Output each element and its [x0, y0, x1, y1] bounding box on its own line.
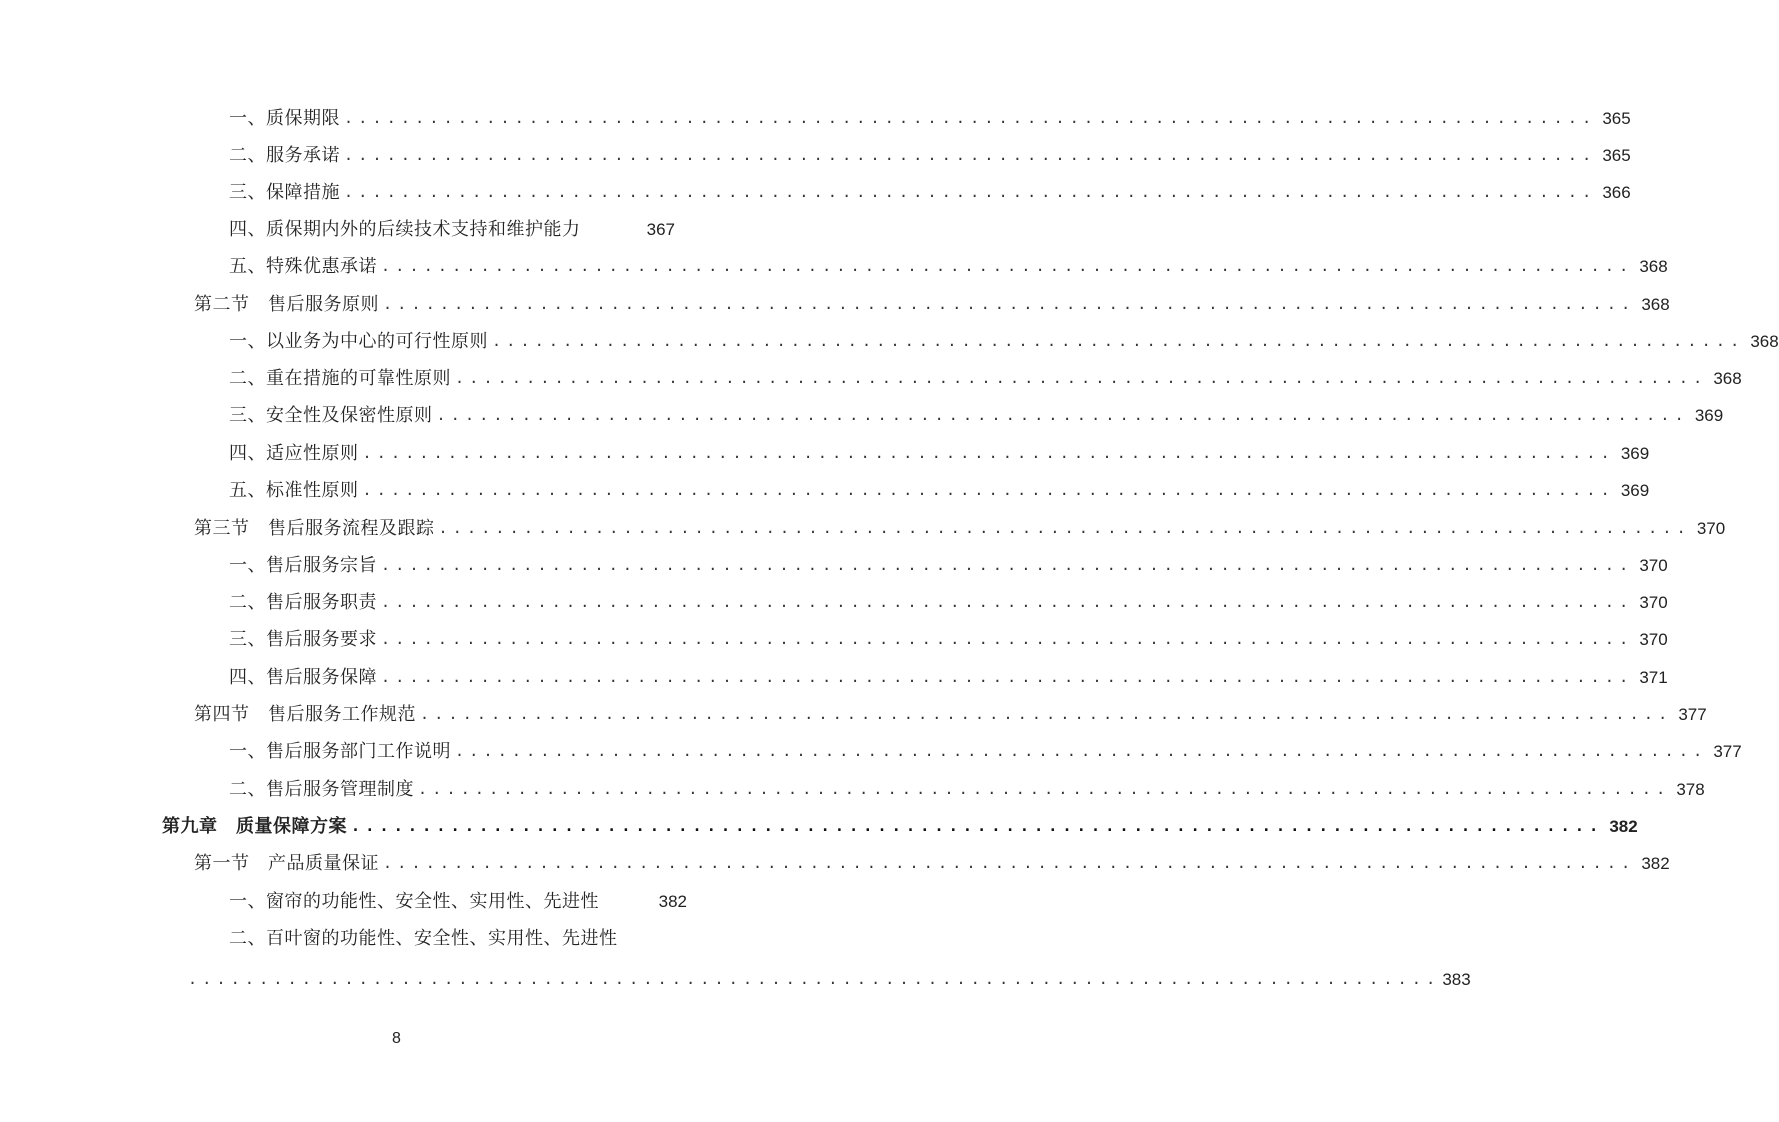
toc-entry-page: 368 — [1750, 332, 1779, 351]
toc-chapter-entry[interactable] — [162, 808, 1638, 845]
toc-entry[interactable] — [229, 584, 1668, 621]
toc-leader-dots: ........................................................................................ — [381, 593, 1634, 611]
toc-entry[interactable] — [194, 696, 1707, 733]
toc-entry-label: 三、保障措施 — [229, 182, 340, 203]
toc-entry-page: 366 — [1602, 183, 1631, 202]
toc-leader-dots: ........................................................................................ — [344, 183, 1597, 201]
toc-leader-dots: ........................................................................................ — [492, 332, 1745, 350]
toc-entry[interactable] — [229, 733, 1742, 770]
toc-leader-dots: ........................................................................................ — [455, 369, 1708, 387]
toc-entry-label: 第九章 质量保障方案 — [162, 816, 347, 837]
toc-entry[interactable] — [229, 360, 1742, 397]
toc-entry-page: 370 — [1696, 519, 1726, 538]
toc-entry-label: 二、售后服务管理制度 — [229, 779, 414, 800]
toc-entry-label: 三、安全性及保密性原则 — [229, 405, 433, 426]
toc-entry[interactable] — [229, 883, 687, 920]
toc-entry-page: 368 — [1639, 257, 1668, 276]
toc-entry-label: 一、质保期限 — [229, 108, 340, 129]
toc-entry-label: 二、服务承诺 — [229, 145, 340, 166]
toc-entry[interactable] — [229, 211, 675, 248]
toc-leader-dots: ........................................................................................ — [436, 406, 1689, 424]
toc-entry-page: 367 — [646, 220, 675, 239]
toc-entry[interactable] — [229, 248, 1668, 285]
toc-entry-label: 四、售后服务保障 — [229, 667, 377, 688]
toc-entry-label: 五、标准性原则 — [229, 480, 359, 501]
toc-entry-label: 第三节 售后服务流程及跟踪 — [194, 518, 435, 539]
toc-leader-dots: ........................................................................................ — [362, 481, 1615, 499]
toc-entry[interactable] — [229, 137, 1631, 174]
toc-entry[interactable] — [194, 286, 1670, 323]
toc-entry-page: 383 — [1442, 970, 1471, 989]
toc-entry-label: 三、售后服务要求 — [229, 629, 377, 650]
toc-entry-page: 369 — [1694, 406, 1724, 425]
toc-entry[interactable] — [229, 100, 1631, 137]
toc-entry-label: 第二节 售后服务原则 — [194, 294, 379, 315]
toc-entry-label: 四、适应性原则 — [229, 443, 359, 464]
toc-leader-dots: ........................................................................................ — [344, 146, 1597, 164]
toc-leader-dots: ........................................................................................ — [383, 295, 1636, 313]
toc-leader-dots: ........................................................................................ — [381, 668, 1634, 686]
toc-entry[interactable] — [229, 920, 675, 957]
toc-entry-label: 第四节 售后服务工作规范 — [194, 704, 416, 725]
toc-entry-page: 368 — [1641, 295, 1670, 314]
toc-leader-dots: ........................................................................................ — [381, 630, 1634, 648]
toc-leader-dots: ........................................................................................ — [420, 705, 1673, 723]
toc-leader-dots: ........................................................................................ — [383, 854, 1636, 872]
toc-entry[interactable] — [194, 510, 1726, 547]
toc-leader-dots: ........................................................................................ — [362, 444, 1615, 462]
toc-entry[interactable] — [229, 472, 1650, 509]
toc-entry-label: 二、售后服务职责 — [229, 592, 377, 613]
toc-entry[interactable] — [229, 547, 1668, 584]
toc-leader-dots: ........................................................................................ — [188, 970, 1441, 988]
toc-entry-label: 二、重在措施的可靠性原则 — [229, 368, 451, 389]
page-number: 8 — [392, 1030, 401, 1047]
toc-entry[interactable] — [229, 621, 1668, 658]
toc-entry-page: 365 — [1602, 146, 1631, 165]
toc-leader-dots: ........................................................................................ — [381, 257, 1634, 275]
toc-entry-page: 371 — [1639, 668, 1668, 687]
toc-entry-page: 382 — [1609, 817, 1638, 836]
toc-entry-page: 369 — [1620, 444, 1650, 463]
toc-leader-dots: ........................................................................................ — [351, 817, 1604, 835]
toc-entry-page: 370 — [1639, 593, 1668, 612]
toc-entry[interactable] — [229, 659, 1668, 696]
toc-entry-page: 365 — [1602, 109, 1631, 128]
toc-entry-label: 第一节 产品质量保证 — [194, 853, 379, 874]
toc-entry-page: 382 — [1641, 854, 1670, 873]
toc-entry-label: 一、以业务为中心的可行性原则 — [229, 331, 488, 352]
toc-entry-continuation[interactable] — [188, 961, 1471, 998]
toc-entry-page: 370 — [1639, 630, 1668, 649]
toc-entry[interactable] — [229, 771, 1705, 808]
toc-entry-label: 一、售后服务部门工作说明 — [229, 741, 451, 762]
toc-entry-label: 二、百叶窗的功能性、安全性、实用性、先进性 — [229, 928, 618, 949]
toc-entry-label: 五、特殊优惠承诺 — [229, 256, 377, 277]
toc-entry-label: 四、质保期内外的后续技术支持和维护能力 — [229, 219, 581, 240]
toc-entry-page: 377 — [1678, 705, 1707, 724]
toc-entry-page: 382 — [658, 892, 687, 911]
toc-entry-page: 370 — [1639, 556, 1668, 575]
toc-leader-dots: ........................................................................................ — [438, 519, 1691, 537]
toc-leader-dots: ........................................................................................ — [381, 556, 1634, 574]
toc-leader-dots: ........................................................................................ — [418, 780, 1671, 798]
toc-entry[interactable] — [194, 845, 1670, 882]
toc-entry[interactable] — [229, 323, 1779, 360]
toc-entry-page: 368 — [1713, 369, 1742, 388]
toc-entry-label: 一、窗帘的功能性、安全性、实用性、先进性 — [229, 891, 599, 912]
toc-entry[interactable] — [229, 174, 1631, 211]
toc-entry[interactable] — [229, 397, 1724, 434]
toc-entry-page: 369 — [1620, 481, 1650, 500]
toc-entry-label: 一、售后服务宗旨 — [229, 555, 377, 576]
toc-entry[interactable] — [229, 435, 1650, 472]
toc-leader-dots: ........................................................................................ — [455, 742, 1708, 760]
toc-entry-page: 378 — [1676, 780, 1705, 799]
toc-leader-dots: ........................................................................................ — [344, 109, 1597, 127]
toc-entry-page: 377 — [1713, 742, 1742, 761]
